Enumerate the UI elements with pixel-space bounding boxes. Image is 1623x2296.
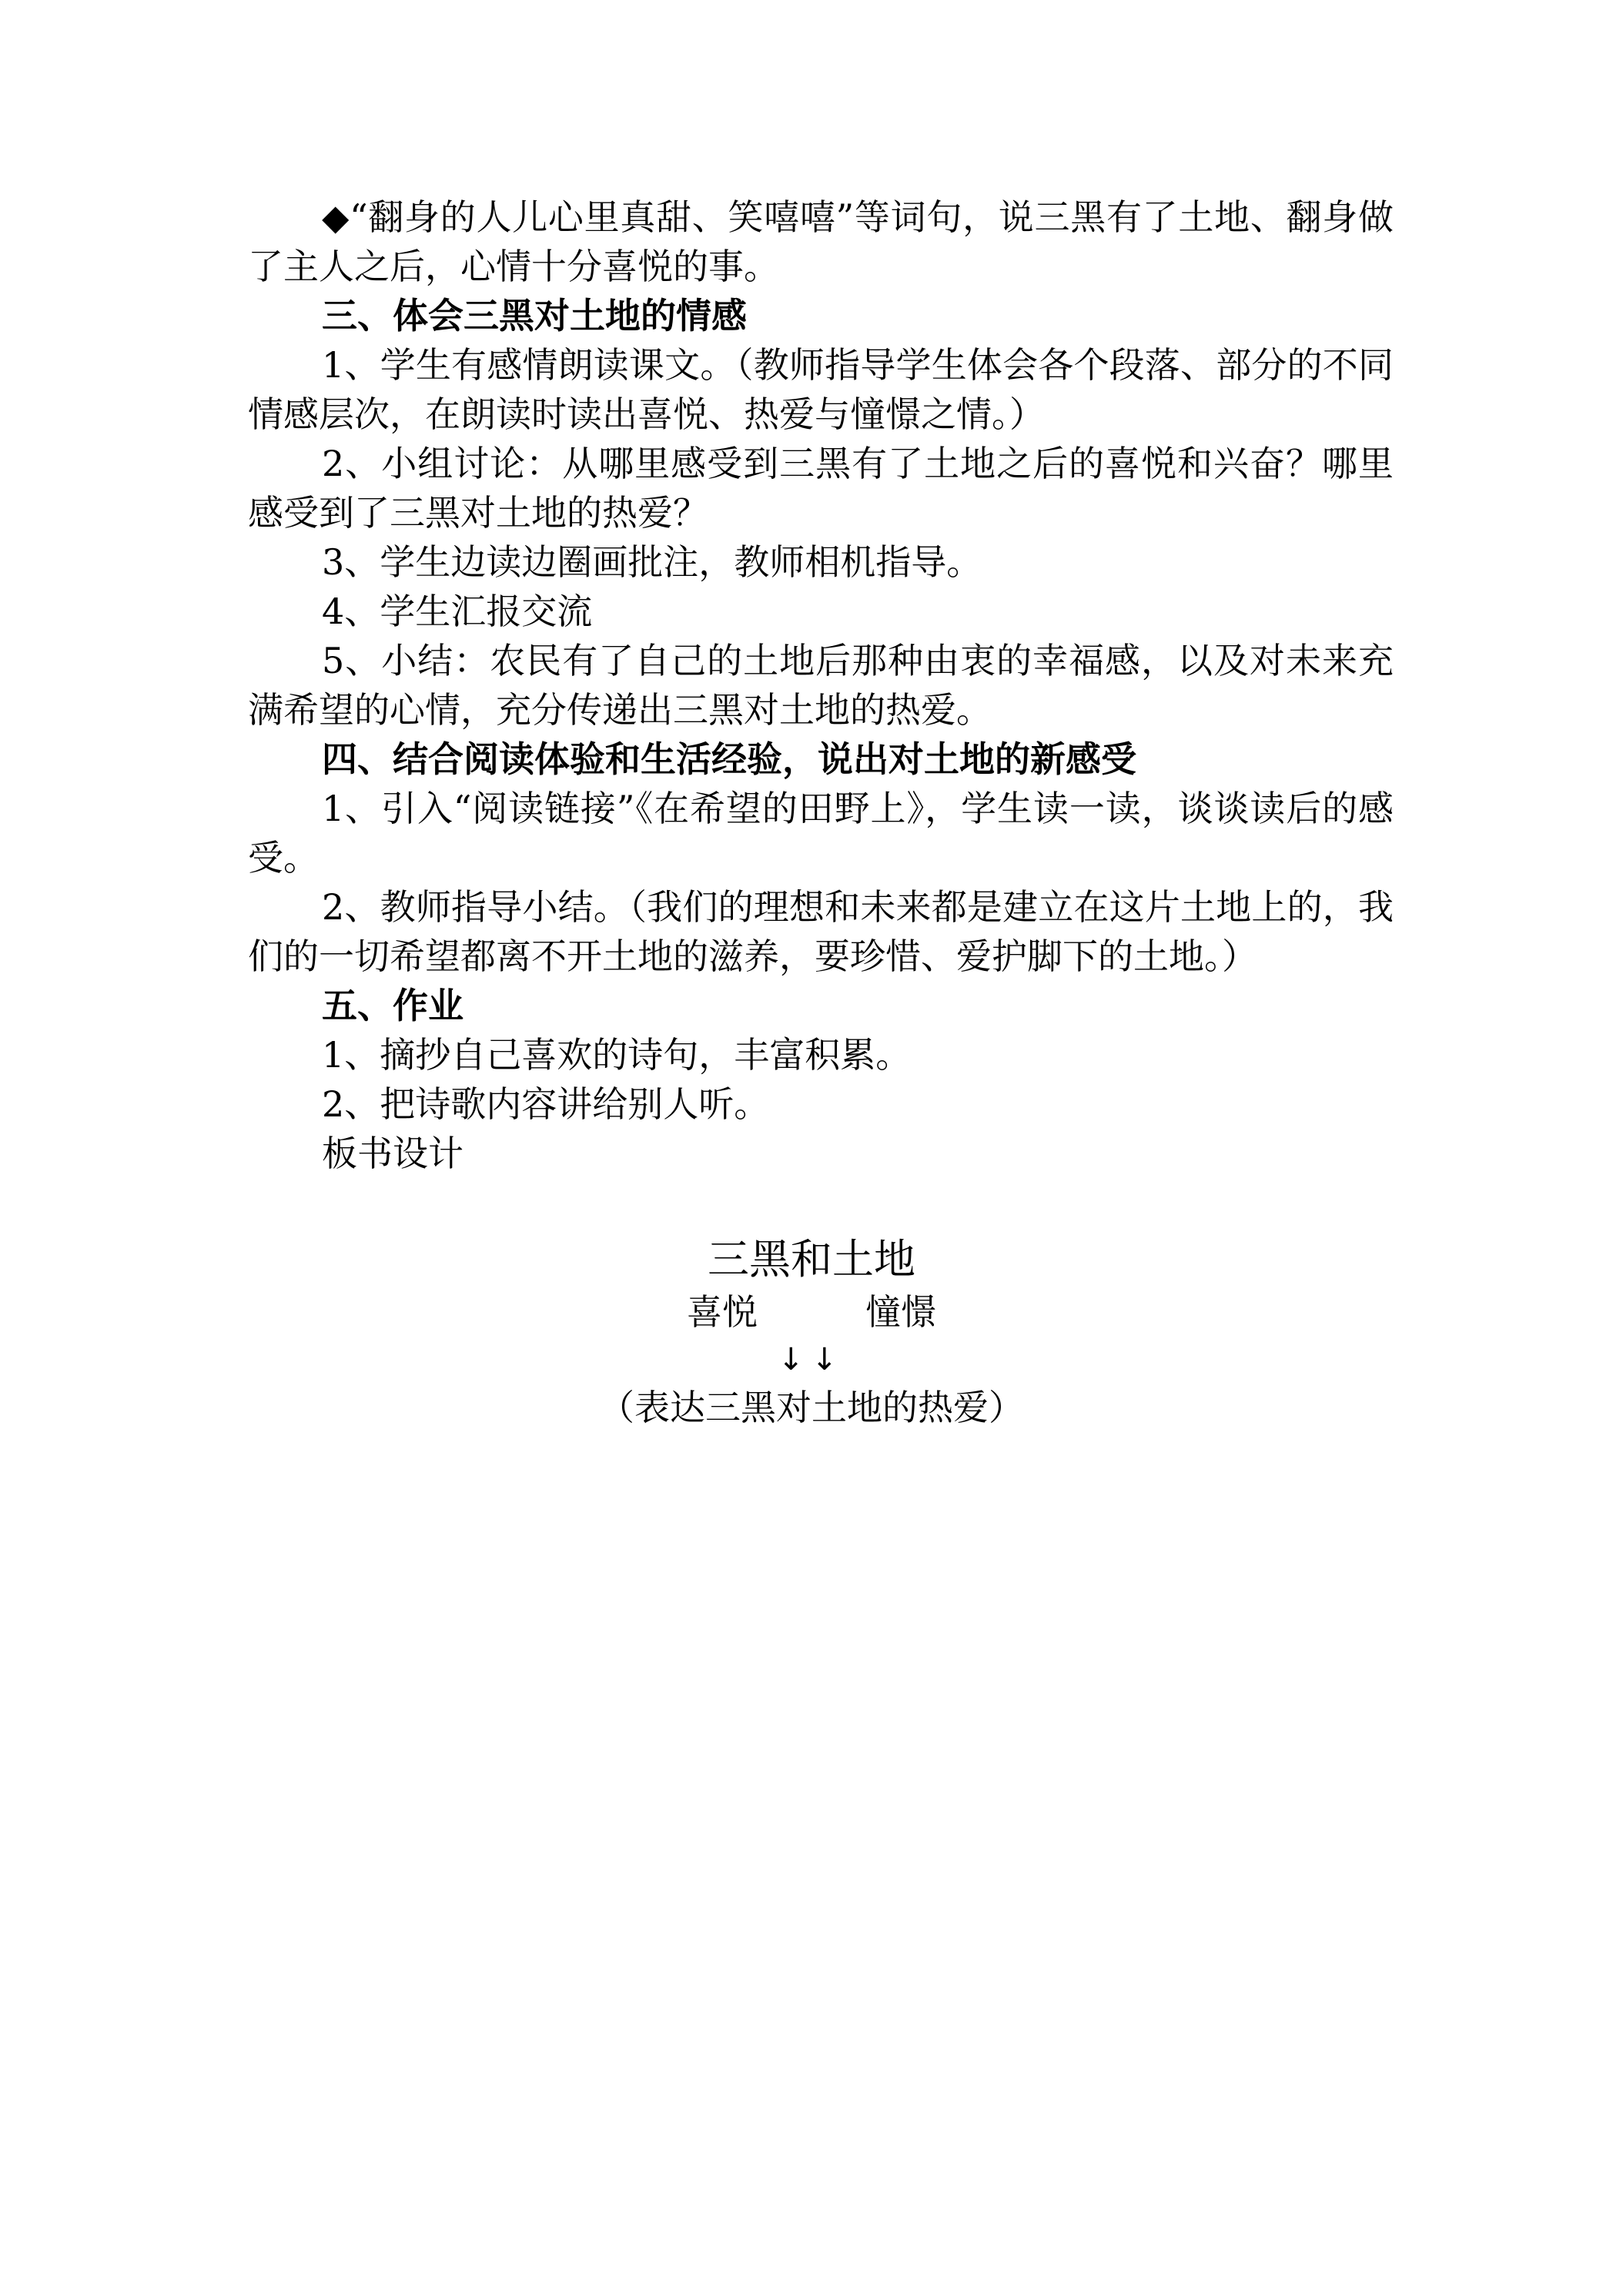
document-body xyxy=(248,192,1394,1178)
board-keywords xyxy=(0,1287,1623,1337)
paragraph-3-1: 1、学生有感情朗读课文。（教师指导学生体会各个段落、部分的不同情感层次，在朗读时读出喜悦、热爱与憧憬之情。） xyxy=(248,344,1394,435)
paragraph-3-3: 3、学生边读边圈画批注，教师相机指导。 xyxy=(322,541,982,583)
paragraph-3-2: 2、小组讨论：从哪里感受到三黑有了土地之后的喜悦和兴奋？哪里感受到了三黑对土地的热爱？ xyxy=(248,443,1394,534)
board-summary: （表达三黑对土地的热爱） xyxy=(599,1387,1024,1428)
paragraph-3-5: 5、小结：农民有了自己的土地后那种由衷的幸福感，以及对未来充满希望的心情，充分传递出三黑对土地的热爱。 xyxy=(248,640,1394,731)
board-right-word: 憧憬 xyxy=(865,1291,936,1333)
board-design-label: 板书设计 xyxy=(322,1133,463,1174)
paragraph-4-2: 2、教师指导小结。（我们的理想和未来都是建立在这片土地上的，我们的一切希望都离不开土地的滋养，要珍惜、爱护脚下的土地。） xyxy=(248,886,1394,977)
paragraph-5-2: 2、把诗歌内容讲给别人听。 xyxy=(322,1083,770,1125)
down-arrow-icon: ↓↓ xyxy=(778,1342,845,1377)
section-heading-4: 四、结合阅读体验和生活经验，说出对土地的新感受 xyxy=(322,738,1136,780)
blackboard-design xyxy=(0,1232,1623,1432)
board-left-word: 喜悦 xyxy=(687,1291,758,1333)
paragraph-5-1: 1、摘抄自己喜欢的诗句，丰富积累。 xyxy=(322,1034,912,1076)
section-heading-3: 三、体会三黑对土地的情感 xyxy=(322,295,747,336)
paragraph-intro: ◆“翻身的人儿心里真甜、笑嘻嘻”等词句，说三黑有了土地、翻身做了主人之后，心情十分喜悦的事。 xyxy=(248,196,1394,287)
board-title: 三黑和土地 xyxy=(708,1235,915,1284)
paragraph-4-1: 1、引入“阅读链接”《在希望的田野上》，学生读一读，谈谈读后的感受。 xyxy=(248,788,1394,879)
paragraph-3-4: 4、学生汇报交流 xyxy=(322,591,593,632)
section-heading-5: 五、作业 xyxy=(322,985,463,1026)
